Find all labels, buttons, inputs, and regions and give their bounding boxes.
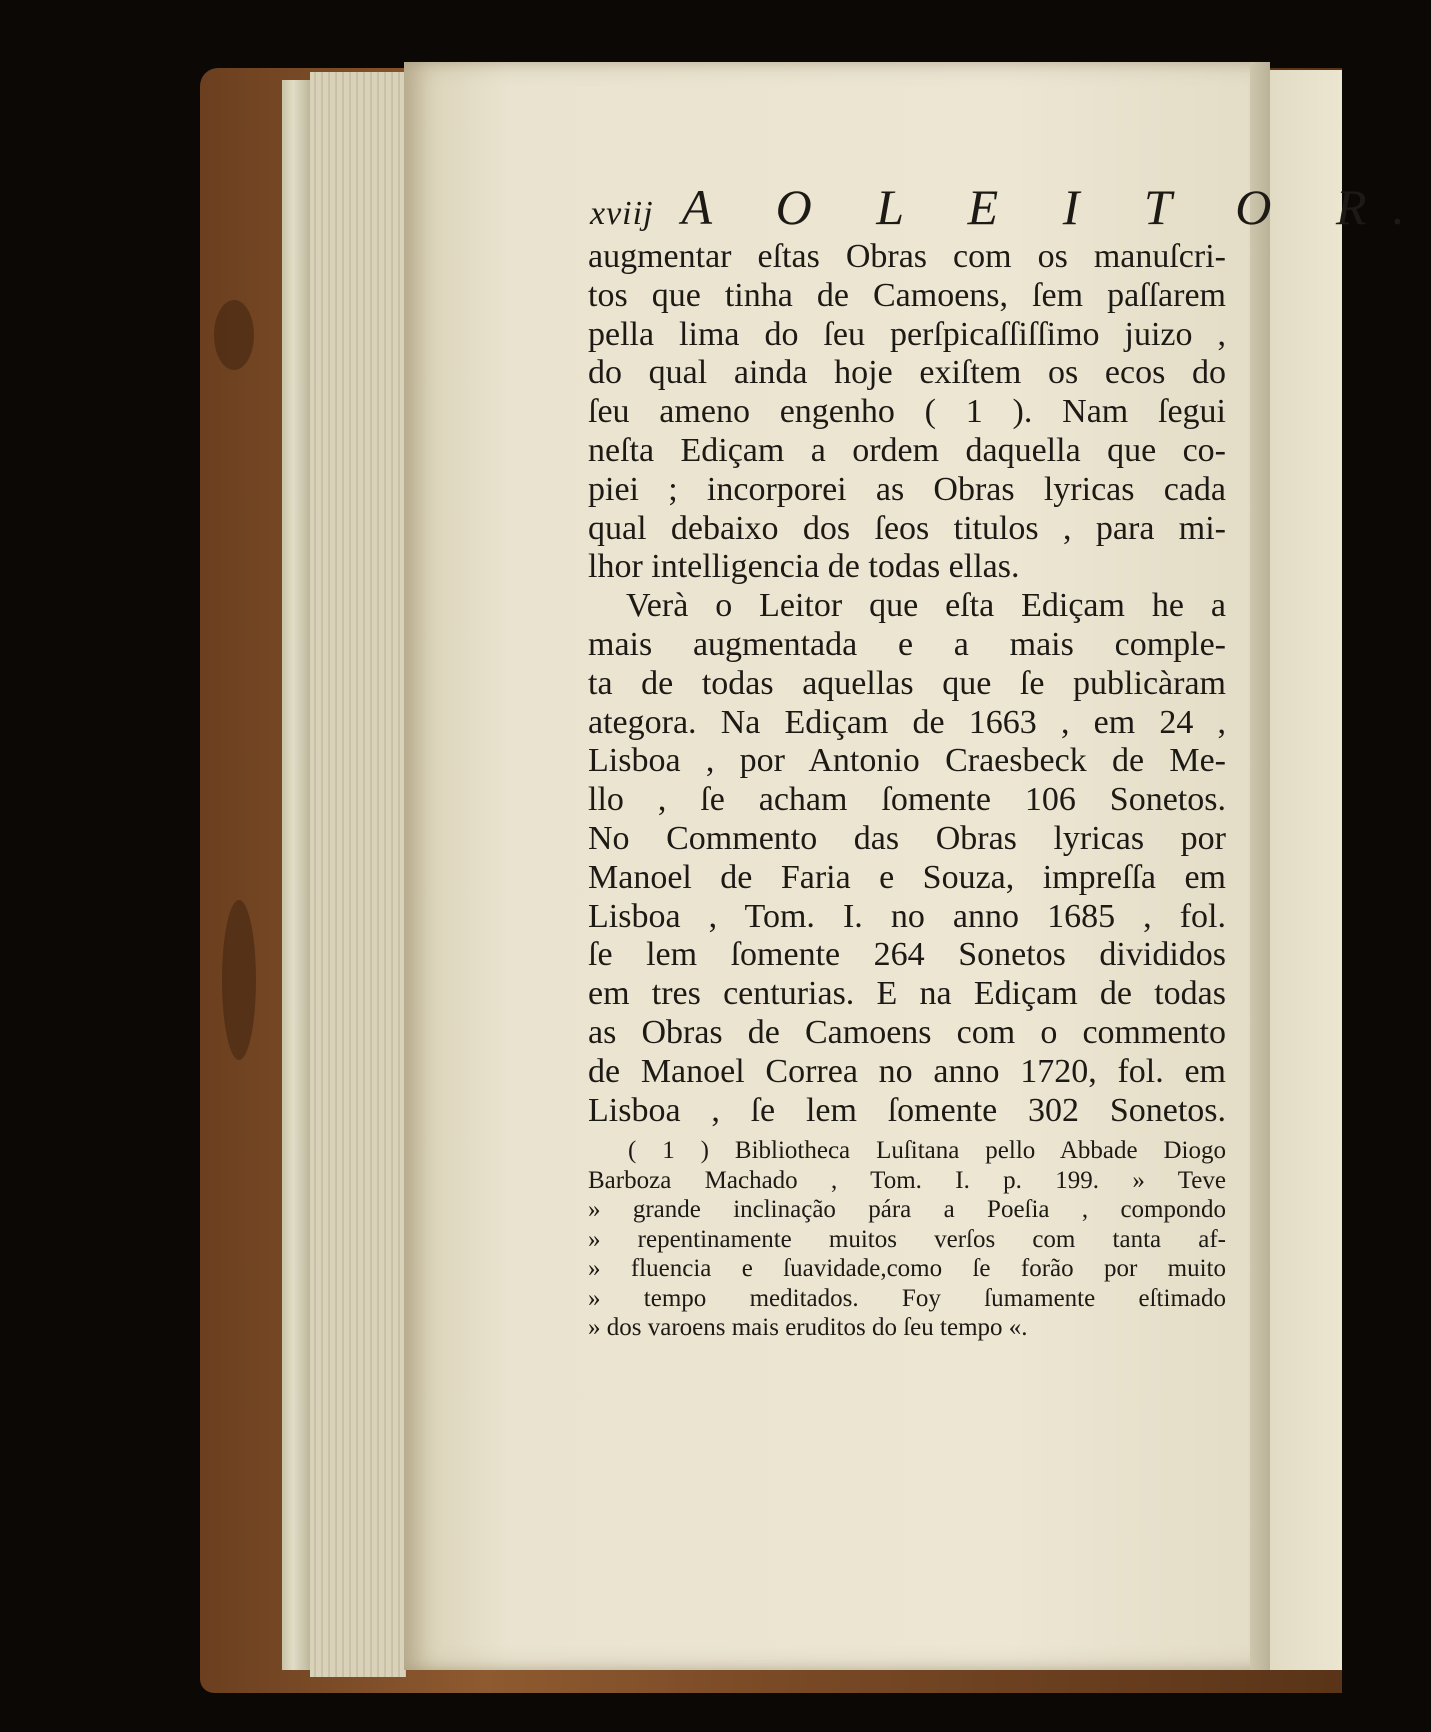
body-line: lhor intelligencia de todas ellas.: [588, 548, 1020, 586]
body-line: Manoel de Faria e Souza, impreſſa em: [588, 858, 1226, 896]
body-line: tos que tinha de Camoens, ſem paſſarem: [588, 276, 1226, 314]
body-line: llo , ſe acham ſomente 106 Sonetos.: [588, 781, 1226, 819]
body-line: No Commento das Obras lyricas por: [588, 819, 1226, 857]
body-line: augmentar eſtas Obras com os manuſcri-: [588, 238, 1226, 275]
footnote-line: » tempo meditados. Foy ſumamente eſtimado: [588, 1284, 1226, 1312]
footnote-line: Barboza Machado , Tom. I. p. 199. » Teve: [588, 1166, 1226, 1194]
book-gutter: [1250, 62, 1270, 1670]
body-line: pella lima do ſeu perſpicaſſiſſimo juizo ,: [588, 315, 1226, 353]
footnote-line: » grande inclinação pára a Poeſia , compondo: [588, 1196, 1226, 1224]
footnote-line: » fluencia e ſuavidade,como ſe forão por muito: [588, 1255, 1226, 1283]
body-line: do qual ainda hoje exiſtem os ecos do: [588, 354, 1226, 392]
running-head: [590, 178, 1431, 235]
body-line: de Manoel Correa no anno 1720, fol. em: [588, 1052, 1226, 1090]
body-line: Lisboa , por Antonio Craesbeck de Me-: [588, 742, 1226, 780]
footnote: [588, 1136, 1226, 1343]
body-line: ta de todas aquellas que ſe publicàram: [588, 664, 1226, 702]
body-line: ategora. Na Ediçam de 1663 , em 24 ,: [588, 703, 1226, 741]
body-line: Lisboa , Tom. I. no anno 1685 , fol.: [588, 897, 1226, 935]
body-line: Verà o Leitor que eſta Ediçam he a: [626, 587, 1226, 625]
footnote-line: ( 1 ) Bibliotheca Luſitana pello Abbade Diogo: [628, 1137, 1226, 1165]
body-line: mais augmentada e a mais comple-: [588, 625, 1226, 663]
footnote-line: » repentinamente muitos verſos com tanta af-: [588, 1225, 1226, 1253]
body-line: ſeu ameno engenho ( 1 ). Nam ſegui: [588, 393, 1226, 431]
page-header-title: A O L E I T O R.: [681, 179, 1431, 235]
page-edges: [310, 72, 406, 1677]
facing-page: [1270, 70, 1342, 1670]
body-line: em tres centurias. E na Ediçam de todas: [588, 975, 1226, 1013]
page-body: [588, 238, 1226, 1343]
binding-wear-spot: [222, 900, 256, 1060]
binding-wear-spot: [214, 300, 254, 370]
footnote-line: » dos varoens mais eruditos do ſeu tempo «.: [588, 1314, 1028, 1342]
body-line: ſe lem ſomente 264 Sonetos divididos: [588, 936, 1226, 974]
folio-number: xviij: [590, 195, 654, 232]
body-line: piei ; incorporei as Obras lyricas cada: [588, 470, 1226, 508]
body-line: qual debaixo dos ſeos titulos , para mi-: [588, 509, 1226, 547]
body-line: neſta Ediçam a ordem daquella que co-: [588, 431, 1226, 469]
book-board-edge: [282, 80, 310, 1670]
body-line: as Obras de Camoens com o commento: [588, 1013, 1226, 1051]
body-line: Lisboa , ſe lem ſomente 302 Sonetos.: [588, 1091, 1226, 1129]
